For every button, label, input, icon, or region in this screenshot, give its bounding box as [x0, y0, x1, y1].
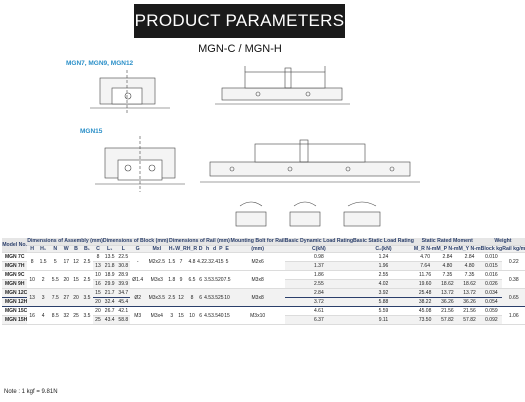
- cell-block: 0.015: [481, 262, 503, 271]
- cell-mr: 7.64: [414, 262, 436, 271]
- sub-header: C: [93, 245, 103, 253]
- cell-block: 0.092: [481, 316, 503, 325]
- cell-c0: 1.24: [353, 253, 414, 262]
- sub-header: Rail kg/m: [502, 245, 525, 252]
- moment-diagram-my: [344, 202, 380, 226]
- sub-header: B: [71, 245, 81, 253]
- cell-mr: 25.48: [414, 289, 436, 298]
- cell-hr: 10: [187, 307, 197, 325]
- footnote: Note : 1 kgf = 9.81N: [4, 389, 58, 395]
- cell-h: 16: [27, 307, 37, 325]
- cell-bolt: M3x10: [231, 307, 285, 325]
- cell-g: -: [130, 253, 145, 271]
- cell-block: 0.059: [481, 307, 503, 316]
- cell-mp: 36.26: [436, 298, 458, 307]
- model-cell: MGN 7C: [2, 253, 27, 262]
- sub-header: D: [198, 245, 203, 252]
- cell-dd: 2.4: [211, 253, 218, 271]
- cell-b: 20: [71, 289, 81, 307]
- sub-header: (mm): [231, 245, 285, 253]
- cell-h1: 3: [37, 289, 49, 307]
- cell-l1: 32.4: [104, 299, 115, 305]
- cell-l1: 29.9: [104, 281, 115, 287]
- cell-l: 28.9: [118, 272, 129, 278]
- cell-my: 2.84: [458, 253, 480, 262]
- cell-block: 0.026: [481, 280, 503, 289]
- cell-h: 13: [27, 289, 37, 307]
- cell-mr: 4.70: [414, 253, 436, 262]
- cell-l1: 21.8: [104, 263, 115, 269]
- cell-cr: 0.98: [285, 253, 353, 262]
- col-group-bolt: Mounting Bolt for Rail: [230, 238, 285, 244]
- cell-d: 4.2: [197, 253, 204, 271]
- title-banner: PRODUCT PARAMETERS: [134, 4, 345, 38]
- cell-hh: 2.3: [204, 253, 211, 271]
- cell-dd: 3.5: [211, 307, 218, 325]
- cell-b1: 3.5: [81, 289, 93, 307]
- col-group-block: Dimensions of Block (mm): [102, 238, 169, 244]
- cell-l: 39.9: [118, 281, 129, 287]
- cell-wr: 12: [175, 289, 187, 307]
- cell-e: 5: [224, 253, 231, 271]
- cell-g: M3: [130, 307, 145, 325]
- sub-header: C₀(kN): [353, 245, 414, 253]
- cell-my: 21.56: [458, 307, 480, 316]
- cell-n: 7.5: [49, 289, 61, 307]
- cell-cr: 1.37: [285, 262, 353, 271]
- col-group-dynamic: Basic Dynamic Load Rating: [284, 238, 354, 244]
- cell-dd: 3.5: [211, 271, 218, 289]
- cell-wr: 15: [175, 307, 187, 325]
- cell-l: 22.5: [118, 254, 129, 260]
- cell-hh: 3.5: [204, 271, 211, 289]
- cell-rail: 0.22: [502, 253, 525, 271]
- cell-e: 15: [224, 307, 231, 325]
- cell-p: 20: [218, 271, 224, 289]
- cell-e: 7.5: [224, 271, 231, 289]
- cell-c0: 9.11: [353, 316, 414, 325]
- cell-b: 12: [71, 253, 81, 271]
- cell-c0: 5.59: [353, 307, 414, 316]
- cell-l1: 13.5: [104, 254, 115, 260]
- cell-cr: 2.55: [285, 280, 353, 289]
- cell-my: 4.80: [458, 262, 480, 271]
- cell-mr: 19.60: [414, 280, 436, 289]
- sub-header: E: [225, 245, 229, 252]
- cell-w: 20: [61, 271, 71, 289]
- cell-c: 13: [93, 262, 103, 271]
- col-group-assembly: Dimensions of Assembly (mm): [27, 238, 103, 244]
- cell-l: 34.7: [118, 290, 129, 296]
- cell-cr: 2.84: [285, 289, 353, 298]
- cell-h1: 1.5: [37, 253, 49, 271]
- cell-l: 45.4: [118, 299, 129, 305]
- cell-mxl: M3x3: [145, 271, 168, 289]
- cell-d: 6: [197, 289, 204, 307]
- moment-diagram-mp: [290, 202, 320, 226]
- cell-p: 15: [218, 253, 224, 271]
- cell-c: 16: [93, 280, 103, 289]
- cell-mp: 4.80: [436, 262, 458, 271]
- col-group-static: Basic Static Load Rating: [353, 238, 414, 244]
- model-cell: MGN 15H: [2, 316, 27, 325]
- sub-header: P: [219, 245, 223, 252]
- sub-header-row: [2, 245, 525, 253]
- cell-b1: 3.5: [81, 307, 93, 325]
- cell-l: 30.8: [118, 263, 129, 269]
- cell-c0: 5.88: [353, 298, 414, 307]
- cell-mr: 73.50: [414, 316, 436, 325]
- cell-block: 0.010: [481, 253, 503, 262]
- cell-rail: 1.06: [502, 307, 525, 325]
- table-row: [2, 271, 525, 280]
- cell-block: 0.054: [481, 298, 503, 307]
- cell-b1: 2.5: [81, 253, 93, 271]
- col-model: Model No.: [2, 238, 27, 253]
- cell-mxl: M2x2.5: [145, 253, 168, 271]
- cell-hh: 4.5: [204, 307, 211, 325]
- cell-mp: 13.72: [436, 289, 458, 298]
- model-cell: MGN 7H: [2, 262, 27, 271]
- front-view-mgn15: [95, 136, 185, 192]
- cell-mxl: M3x4: [145, 307, 168, 325]
- cell-my: 13.72: [458, 289, 480, 298]
- sub-header: M_R N-m: [413, 245, 437, 252]
- cell-my: 57.82: [458, 316, 480, 325]
- cell-mp: 57.82: [436, 316, 458, 325]
- cell-mp: 18.62: [436, 280, 458, 289]
- table-row: [2, 253, 525, 262]
- sub-header: H₂: [168, 245, 175, 252]
- cell-rail: 0.38: [502, 271, 525, 289]
- cell-h2: 3: [168, 307, 175, 325]
- cell-cr: 6.37: [285, 316, 353, 325]
- cell-c: 10: [93, 271, 103, 280]
- cell-n: 5.5: [49, 271, 61, 289]
- cell-n: 5: [49, 253, 61, 271]
- cell-wr: 9: [175, 271, 187, 289]
- sub-header: H: [27, 245, 37, 253]
- col-group-moment: Static Rated Moment: [414, 238, 481, 245]
- cell-bolt: M3x8: [231, 289, 285, 307]
- cell-my: 7.35: [458, 271, 480, 280]
- cell-h2: 1.5: [168, 253, 175, 271]
- sub-header: L₁: [103, 245, 117, 253]
- cell-mp: 2.84: [436, 253, 458, 262]
- cell-b: 25: [71, 307, 81, 325]
- cell-mp: 21.56: [436, 307, 458, 316]
- spec-table: [2, 238, 525, 325]
- sub-header: H₁: [37, 245, 49, 253]
- cell-c0: 1.96: [353, 262, 414, 271]
- model-cell: MGN 9H: [2, 280, 27, 289]
- cell-l1: 21.7: [104, 290, 115, 296]
- cell-cr: 3.72: [285, 298, 353, 307]
- side-view-small: [215, 66, 350, 104]
- sub-header: M_P N-m: [436, 245, 459, 252]
- cell-l1: 18.9: [104, 272, 115, 278]
- cell-mr: 11.76: [414, 271, 436, 280]
- model-cell: MGN 9C: [2, 271, 27, 280]
- cell-mp: 7.35: [436, 271, 458, 280]
- cell-g: Ø2: [130, 289, 145, 307]
- cell-block: 0.016: [481, 271, 503, 280]
- table-row: [2, 307, 525, 316]
- table-row-highlighted: [2, 289, 525, 298]
- cell-c: 20: [93, 307, 103, 316]
- sub-header: W: [61, 245, 71, 253]
- cell-l1: 26.7: [104, 308, 115, 314]
- col-group-weight: Weight: [481, 238, 525, 245]
- sub-header: L: [116, 245, 130, 253]
- cell-l: 58.8: [118, 317, 129, 323]
- cell-h2: 2.5: [168, 289, 175, 307]
- sub-header: h: [206, 245, 210, 252]
- drawing-label-mgn15: MGN15: [80, 128, 103, 135]
- cell-h1: 2: [37, 271, 49, 289]
- cell-cr: 4.61: [285, 307, 353, 316]
- cell-hh: 4.5: [204, 289, 211, 307]
- cell-hr: 8: [187, 289, 197, 307]
- cell-c0: 3.92: [353, 289, 414, 298]
- cell-h1: 4: [37, 307, 49, 325]
- cell-c0: 2.55: [353, 271, 414, 280]
- col-group-rail: Dimensions of Rail (mm): [169, 238, 230, 244]
- cell-mr: 38.22: [414, 298, 436, 307]
- cell-c: 25: [93, 316, 103, 325]
- cell-l: 42.1: [118, 308, 129, 314]
- cell-w: 32: [61, 307, 71, 325]
- cell-w: 27: [61, 289, 71, 307]
- cell-my: 18.62: [458, 280, 480, 289]
- sub-header: Mxl: [145, 245, 168, 253]
- drawing-label-small: MGN7, MGN9, MGN12: [66, 60, 134, 67]
- cell-h: 8: [27, 253, 37, 271]
- sub-header: H_R: [186, 245, 198, 252]
- cell-d: 6: [197, 271, 204, 289]
- cell-block: 0.034: [481, 289, 503, 298]
- sub-header: d: [212, 245, 217, 252]
- cell-h: 10: [27, 271, 37, 289]
- sub-header: G: [130, 245, 145, 253]
- cell-c: 8: [93, 253, 103, 262]
- cell-c: 20: [93, 298, 103, 307]
- cell-c0: 4.02: [353, 280, 414, 289]
- cell-h2: 1.8: [168, 271, 175, 289]
- moment-diagram-mr: [236, 202, 266, 226]
- sub-header: M_Y N-m: [458, 245, 481, 252]
- cell-g: Ø1.4: [130, 271, 145, 289]
- cell-n: 8.5: [49, 307, 61, 325]
- cell-hr: 4.8: [187, 253, 197, 271]
- cell-b1: 2.5: [81, 271, 93, 289]
- sub-header: Block kg: [480, 245, 503, 252]
- front-view-small: [90, 70, 170, 115]
- sub-header: B₁: [81, 245, 93, 253]
- cell-bolt: M2x6: [231, 253, 285, 271]
- side-view-mgn15: [200, 140, 420, 182]
- cell-mxl: M3x3.5: [145, 289, 168, 307]
- page-subtitle: MGN-C / MGN-H: [198, 43, 282, 55]
- cell-d: 6: [197, 307, 204, 325]
- cell-wr: 7: [175, 253, 187, 271]
- cell-c: 15: [93, 289, 103, 298]
- cell-mr: 45.08: [414, 307, 436, 316]
- cell-cr: 1.86: [285, 271, 353, 280]
- model-cell: MGN 12C: [2, 289, 27, 298]
- cell-rail: 0.65: [502, 289, 525, 307]
- cell-bolt: M3x8: [231, 271, 285, 289]
- model-cell: MGN 12H: [2, 298, 27, 307]
- cell-l1: 43.4: [104, 317, 115, 323]
- cell-hr: 6.5: [187, 271, 197, 289]
- cell-my: 36.26: [458, 298, 480, 307]
- cell-dd: 3.5: [211, 289, 218, 307]
- cell-e: 10: [224, 289, 231, 307]
- cell-w: 17: [61, 253, 71, 271]
- sub-header: W_R: [175, 245, 187, 252]
- model-cell: MGN 15C: [2, 307, 27, 316]
- sub-header: C(kN): [285, 245, 353, 253]
- cell-b: 15: [71, 271, 81, 289]
- cell-p: 25: [218, 289, 224, 307]
- cell-p: 40: [218, 307, 224, 325]
- sub-header: N: [49, 245, 61, 253]
